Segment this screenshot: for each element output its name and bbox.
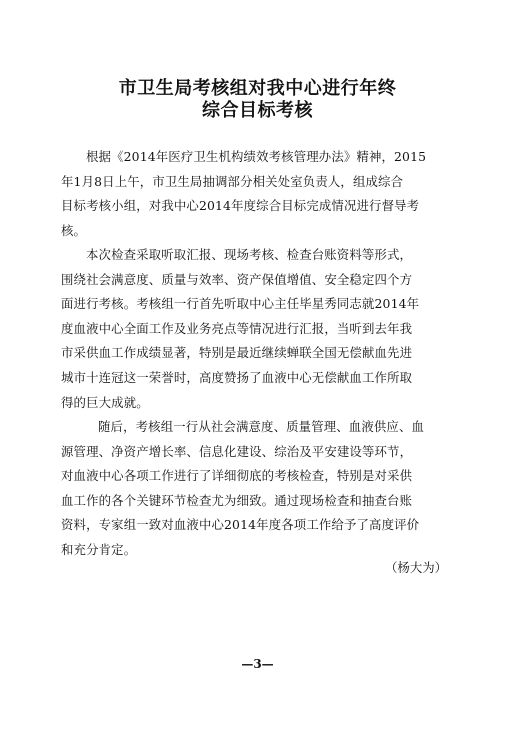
page-number: —3— bbox=[241, 657, 274, 671]
paragraph-1 bbox=[61, 145, 461, 243]
paragraph-line: 市采供血工作成绩显著，特别是最近继续蝉联全国无偿献血先进 bbox=[61, 345, 413, 361]
paragraph-line: 围绕社会满意度、质量与效率、资产保值增值、安全稳定四个方 bbox=[61, 271, 413, 287]
document-title-line-2: 综合目标考核 bbox=[202, 100, 313, 121]
document-title-line-1: 市卫生局考核组对我中心进行年终 bbox=[118, 78, 397, 99]
paragraph-line: 血工作的各个关键环节检查尤为细致。通过现场检查和抽查台账 bbox=[61, 492, 413, 508]
paragraph-line: 资料，专家组一致对血液中心2014年度各项工作给予了高度评价 bbox=[61, 517, 420, 533]
paragraph-line: 根据《2014年医疗卫生机构绩效考核管理办法》精神，2015 bbox=[86, 149, 427, 164]
paragraph-3 bbox=[61, 415, 461, 563]
paragraph-line: 度血液中心全面工作及业务亮点等情况进行汇报，当听到去年我 bbox=[61, 320, 413, 336]
paragraph-line: 面进行考核。考核组一行首先听取中心主任毕星秀同志就2014年 bbox=[61, 296, 420, 312]
paragraph-line: 年1月8日上午，市卫生局抽调部分相关处室负责人，组成综合 bbox=[61, 173, 404, 189]
paragraph-line: 得的巨大成就。 bbox=[61, 394, 149, 410]
paragraph-2 bbox=[61, 243, 461, 415]
paragraph-line: 核。 bbox=[61, 222, 87, 238]
paragraph-line: 随后，考核组一行从社会满意度、质量管理、血液供应、血 bbox=[98, 419, 425, 434]
paragraph-line: 源管理、净资产增长率、信息化建设、综治及平安建设等环节， bbox=[61, 443, 413, 459]
paragraph-line: 本次检查采取听取汇报、现场考核、检查台账资料等形式， bbox=[86, 247, 413, 262]
author-signature: （杨大为） bbox=[385, 560, 447, 575]
paragraph-line: 城市十连冠这一荣誉时，高度赞扬了血液中心无偿献血工作所取 bbox=[61, 369, 413, 385]
paragraph-line: 目标考核小组，对我中心2014年度综合目标完成情况进行督导考 bbox=[61, 198, 420, 214]
paragraph-line: 和充分肯定。 bbox=[61, 541, 137, 557]
paragraph-line: 对血液中心各项工作进行了详细彻底的考核检查，特别是对采供 bbox=[61, 468, 413, 484]
